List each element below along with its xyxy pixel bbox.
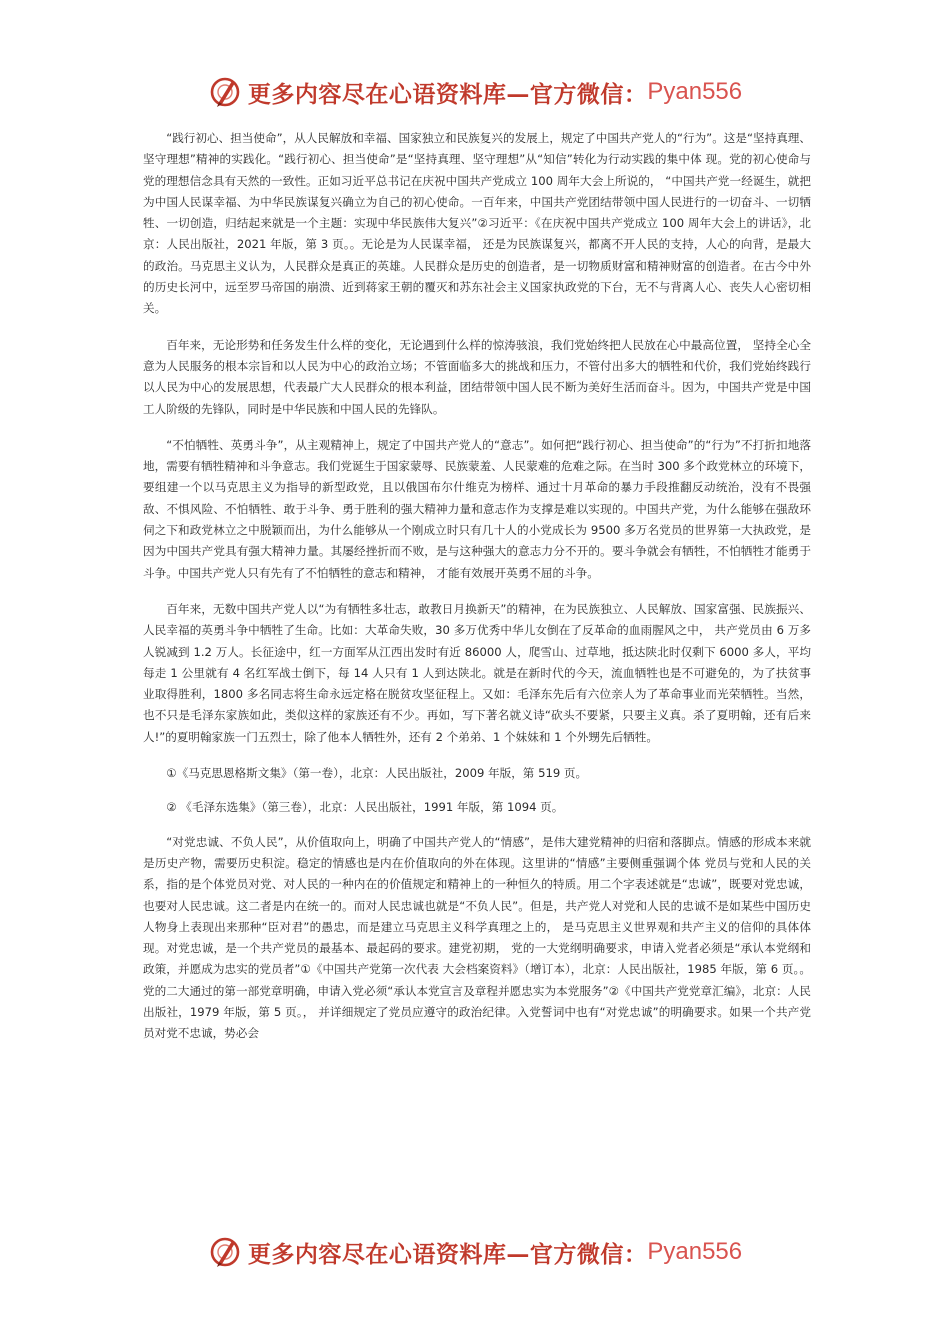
footer-banner [0,1232,950,1272]
paragraph: 百年来，无数中国共产党人以“为有牺牲多壮志，敢教日月换新天”的精神，在为民族独立、人民解放、国家富强、民族振兴、人民幸福的英勇斗争中牺牲了生命。比如：大革命失败，30 多万优秀中华儿女倒在了反革命的血雨腥风之中， 共产党员由 6 万多人锐减到 1.2 万人。长征途中，红一方面军从江西出发时有近 86000 人，爬雪山、过草地，抵达陕北时仅剩下 6000 多人，平均每走 1 公里就有 4 名红军战士倒下，每 14 人只有 1 人到达陕北。就是在新时代的今天，流血牺牲也是不可避免的，为了扶贫事业取得胜利，1800 多名同志将生命永远定格在脱贫攻坚征程上。又如：毛泽东先后有六位亲人为了革命事业而光荣牺牲。当然，也不只是毛泽东家族如此，类似这样的家族还有不少。再如，写下著名就义诗“砍头不要紧，只要主义真。杀了夏明翰，还有后来人!”的夏明翰家族一门五烈士，除了他本人牺牲外，还有 2 个弟弟、1 个妹妹和 1 个外甥先后牺牲。 [143,601,811,744]
header-banner [0,72,950,112]
pen-logo-icon [208,75,242,109]
paragraph: “对党忠诚、不负人民”，从价值取向上，明确了中国共产党人的“情感”，是伟大建党精神的归宿和落脚点。情感的形成本来就是历史产物，需要历史积淀。稳定的情感也是内在价值取向的外在体现。这里讲的“情感”主要侧重强调个体 党员与党和人民的关系，指的是个体党员对党、对人民的一种内在的价值规定和精神上的一种恒久的特质。用二个字表述就是“忠诚”，既要对党忠诚，也要对人民忠诚。这二者是内在统一的。而对人民忠诚也就是“不负人民”。但是，共产党人对党和人民的忠诚不是如某些中国历史人物身上表现出来那种“臣对君”的愚忠，而是建立马克思主义科学真理之上的， 是马克思主义世界观和共产主义的信仰的具体体现。对党忠诚，是一个共产党员的最基本、最起码的要求。建党初期， 党的一大党纲明确要求，申请入党者必须是“承认本党纲和政策，并愿成为忠实的党员者”①《中国共产党第一次代表 大会档案资料》（增订本），北京：人民出版社，1985 年版，第 6 页。。党的二大通过的第一部党章明确，申请入党必须“承认本党宣言及章程并愿忠实为本党服务”②《中国共产党党章汇编》，北京：人民出版社，1979 年版，第 5 页。， 并详细规定了党员应遵守的政治纪律。入党誓词中也有“对党忠诚”的明确要求。如果一个共产党员对党不忠诚，势必会 [143,834,811,1041]
footnote: ①《马克思恩格斯文集》（第一卷），北京：人民出版社，2009 年版，第 519 页。 [166,766,588,781]
footnote: ② 《毛泽东选集》（第三卷），北京：人民出版社，1991 年版，第 1094 页。 [166,800,564,815]
paragraph: “不怕牺牲、英勇斗争”，从主观精神上，规定了中国共产党人的“意志”。如何把“践行初心、担当使命”的“行为”不打折扣地落地，需要有牺牲精神和斗争意志。我们党诞生于国家蒙辱、民族蒙羞、人民蒙难的危难之际。在当时 300 多个政党林立的环境下，要组建一个以马克思主义为指导的新型政党，且以俄国布尔什维克为榜样、通过十月革命的暴力手段推翻反动统治，没有不畏强敌、不惧风险、不怕牺牲、敢于斗争、勇于胜利的强大精神力量和意志作为支撑是难以实现的。中国共产党，为什么能够在强敌环伺之下和政党林立之中脱颖而出，为什么能够从一个刚成立时只有几十人的小党成长为 9500 多万名党员的世界第一大执政党，是因为中国共产党具有强大精神力量。其屡经挫折而不败，是与这种强大的意志力分不开的。要斗争就会有牺牲，不怕牺牲才能勇于斗争。中国共产党人只有先有了不怕牺牲的意志和精神， 才能有效展开英勇不屈的斗争。 [143,437,811,580]
banner-title: 更多内容尽在心语资料库—官方微信： [247,80,648,108]
banner-title: 更多内容尽在心语资料库—官方微信： [247,1240,648,1268]
document-body [143,128,811,1060]
paragraph: “践行初心、担当使命”，从人民解放和幸福、国家独立和民族复兴的发展上，规定了中国共产党人的“行为”。这是“坚持真理、坚守理想”精神的实践化。“践行初心、担当使命”是“坚持真理、坚守理想”从“知信”转化为行动实践的集中体 现。党的初心使命与党的理想信念具有天然的一致性。正如习近平总书记在庆祝中国共产党成立 100 周年大会上所说的， “中国共产党一经诞生，就把为中国人民谋幸福、为中华民族谋复兴确立为自己的初心使命。一百年来，中国共产党团结带领中国人民进行的一切奋斗、一切牺牲、一切创造，归结起来就是一个主题：实现中华民族伟大复兴”②习近平：《在庆祝中国共产党成立 100 周年大会上的讲话》，北京：人民出版社，2021 年版，第 3 页。。无论是为人民谋幸福， 还是为民族谋复兴，都离不开人民的支持，人心的向背，是最大的政治。马克思主义认为，人民群众是真正的英雄。人民群众是历史的创造者，是一切物质财富和精神财富的创造者。在古今中外的历史长河中，远至罗马帝国的崩溃、近到蒋家王朝的覆灭和苏东社会主义国家执政党的下台，无不与背离人心、丧失人心密切相关。 [143,131,811,316]
pen-logo-icon [208,1235,242,1269]
banner-wechat-id: Pyan556 [647,1238,743,1265]
paragraph: 百年来，无论形势和任务发生什么样的变化，无论遇到什么样的惊涛骇浪，我们党始终把人民放在心中最高位置， 坚持全心全意为人民服务的根本宗旨和以人民为中心的政治立场；不管面临多大的挑战和压力，不管付出多大的牺牲和代价，我们党始终践行以人民为中心的发展思想，代表最广大人民群众的根本利益，团结带领中国人民不断为美好生活而奋斗。因为，中国共产党是中国工人阶级的先锋队，同时是中华民族和中国人民的先锋队。 [143,337,811,416]
banner-wechat-id: Pyan556 [647,78,743,105]
